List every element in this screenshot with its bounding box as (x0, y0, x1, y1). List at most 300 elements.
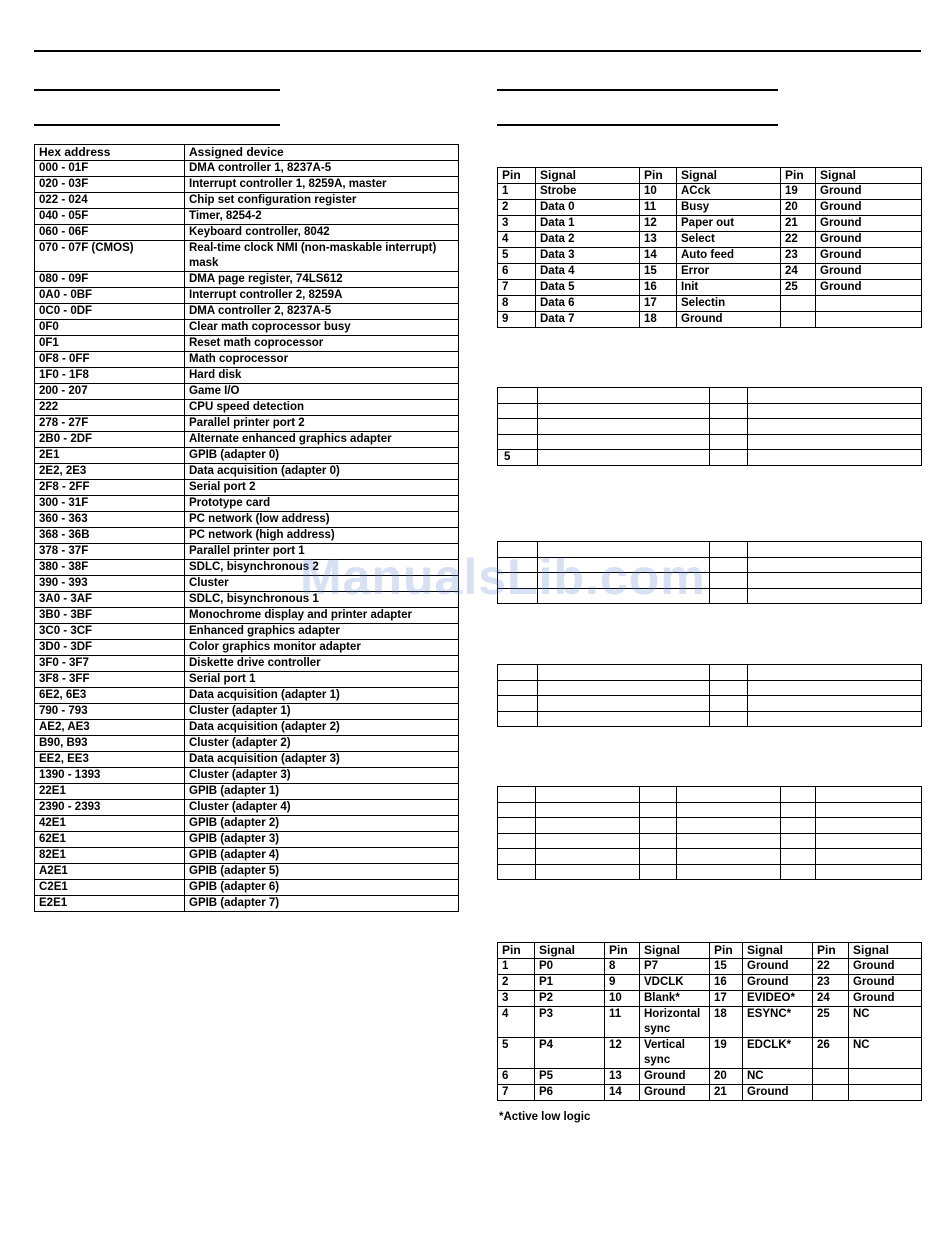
table-cell: Game I/O (185, 384, 459, 400)
table-cell: Selectin (677, 296, 781, 312)
table-cell: Ground (849, 975, 922, 991)
footnote: *Active low logic (499, 1111, 591, 1123)
table-cell: 022 - 024 (35, 193, 185, 209)
table-cell: 1 (498, 184, 536, 200)
table-cell: 380 - 38F (35, 560, 185, 576)
table-cell: Ground (677, 312, 781, 328)
table-cell: P3 (535, 1007, 605, 1038)
table-cell: Data 2 (536, 232, 640, 248)
table-row (498, 296, 922, 312)
table-row (35, 864, 459, 880)
table-row (498, 248, 922, 264)
table-cell: Data 3 (536, 248, 640, 264)
table-cell: 82E1 (35, 848, 185, 864)
table-cell: 360 - 363 (35, 512, 185, 528)
table-cell: 22 (781, 232, 816, 248)
table-row (498, 680, 922, 696)
table-cell: Prototype card (185, 496, 459, 512)
table-cell: 0C0 - 0DF (35, 304, 185, 320)
table-cell: 12 (605, 1038, 640, 1069)
table-row (35, 161, 459, 177)
left-heading-rule-1 (34, 89, 280, 91)
table-cell: P1 (535, 975, 605, 991)
table-cell: Interrupt controller 1, 8259A, master (185, 177, 459, 193)
table-row (35, 272, 459, 288)
table-cell (813, 1085, 849, 1101)
table-cell: Color graphics monitor adapter (185, 640, 459, 656)
table-cell: 20 (781, 200, 816, 216)
table-cell: 4 (498, 232, 536, 248)
table-cell: 26 (813, 1038, 849, 1069)
blank-table-2 (497, 541, 922, 604)
table-row (35, 848, 459, 864)
table-cell: 278 - 27F (35, 416, 185, 432)
table-row (498, 450, 922, 466)
table-row (498, 434, 922, 450)
table-cell: Hard disk (185, 368, 459, 384)
table-cell: 19 (710, 1038, 743, 1069)
table-row (498, 200, 922, 216)
table-cell: Cluster (adapter 1) (185, 704, 459, 720)
table-row (35, 336, 459, 352)
table-row (35, 656, 459, 672)
table-cell: E2E1 (35, 896, 185, 912)
table-cell: 21 (781, 216, 816, 232)
table-cell: Serial port 2 (185, 480, 459, 496)
table-cell: GPIB (adapter 6) (185, 880, 459, 896)
table-row (35, 416, 459, 432)
table-cell: Data acquisition (adapter 3) (185, 752, 459, 768)
column-header: Pin (781, 168, 816, 184)
table-cell: 000 - 01F (35, 161, 185, 177)
table-cell: Error (677, 264, 781, 280)
table-cell: 13 (605, 1069, 640, 1085)
table-row (498, 184, 922, 200)
column-header: Pin (498, 168, 536, 184)
column-header: Pin (498, 943, 535, 959)
table-cell: 16 (710, 975, 743, 991)
table-row (498, 802, 922, 818)
table-cell: 19 (781, 184, 816, 200)
table-cell: NC (743, 1069, 813, 1085)
table-cell: 11 (640, 200, 677, 216)
table-cell: VDCLK (640, 975, 710, 991)
table-cell: 24 (813, 991, 849, 1007)
table-cell: Ground (816, 200, 922, 216)
table-cell: GPIB (adapter 0) (185, 448, 459, 464)
table-cell: 25 (781, 280, 816, 296)
table-cell: Keyboard controller, 8042 (185, 225, 459, 241)
table-row (498, 711, 922, 727)
table-cell: Real-time clock NMI (non-maskable interrupt) mask (185, 241, 459, 272)
table-row (498, 312, 922, 328)
table-cell: 7 (498, 280, 536, 296)
table-cell: NC (849, 1038, 922, 1069)
column-header: Pin (640, 168, 677, 184)
table-cell: 2B0 - 2DF (35, 432, 185, 448)
table-row (35, 209, 459, 225)
table-cell: DMA controller 1, 8237A-5 (185, 161, 459, 177)
table-cell (813, 1069, 849, 1085)
table-cell: Ground (640, 1069, 710, 1085)
table-cell: 15 (640, 264, 677, 280)
table-row (35, 400, 459, 416)
table-cell: Data 7 (536, 312, 640, 328)
table-cell: Clear math coprocessor busy (185, 320, 459, 336)
table-row (35, 816, 459, 832)
table-row (498, 696, 922, 712)
table-row (35, 225, 459, 241)
hex-address-table (34, 144, 459, 912)
table-cell: 10 (640, 184, 677, 200)
table-cell: 3F0 - 3F7 (35, 656, 185, 672)
table-cell: 2 (498, 975, 535, 991)
left-heading-rule-2 (34, 124, 280, 126)
table-cell: 11 (605, 1007, 640, 1038)
table-row (35, 352, 459, 368)
table-row (35, 608, 459, 624)
table-cell: 0A0 - 0BF (35, 288, 185, 304)
table-cell: 9 (605, 975, 640, 991)
table-row (35, 496, 459, 512)
table-cell: Ground (640, 1085, 710, 1101)
table-cell: EVIDEO* (743, 991, 813, 1007)
table-cell: EE2, EE3 (35, 752, 185, 768)
table-cell: 3 (498, 216, 536, 232)
table-cell: 12 (640, 216, 677, 232)
right-heading-rule-2 (497, 124, 778, 126)
table-cell: DMA controller 2, 8237A-5 (185, 304, 459, 320)
table-row (498, 264, 922, 280)
table-row (498, 1069, 922, 1085)
table-row (35, 832, 459, 848)
table-cell: 21 (710, 1085, 743, 1101)
table-cell: 18 (640, 312, 677, 328)
table-cell: Monochrome display and printer adapter (185, 608, 459, 624)
table-cell: Auto feed (677, 248, 781, 264)
table-row (498, 557, 922, 573)
table-cell: Data 0 (536, 200, 640, 216)
table-row (498, 232, 922, 248)
table-cell: 18 (710, 1007, 743, 1038)
table-cell: 20 (710, 1069, 743, 1085)
table-cell: P0 (535, 959, 605, 975)
table-cell: Blank* (640, 991, 710, 1007)
table-cell: GPIB (adapter 5) (185, 864, 459, 880)
table-cell: 6E2, 6E3 (35, 688, 185, 704)
table-cell: Ground (743, 1085, 813, 1101)
table-cell: 3C0 - 3CF (35, 624, 185, 640)
table-row (498, 1007, 922, 1038)
table-row (498, 573, 922, 589)
column-header: Signal (535, 943, 605, 959)
table-cell: Ground (816, 216, 922, 232)
column-header: Signal (536, 168, 640, 184)
table-row (35, 320, 459, 336)
table-row (35, 304, 459, 320)
table-cell: 378 - 37F (35, 544, 185, 560)
table-row (35, 720, 459, 736)
table-row (35, 512, 459, 528)
table-row (498, 216, 922, 232)
table-cell: Ground (816, 248, 922, 264)
watermark-text: ManualsLib.com (300, 549, 706, 605)
table-cell (849, 1069, 922, 1085)
table-cell: 300 - 31F (35, 496, 185, 512)
table-row (498, 864, 922, 880)
table-cell: P2 (535, 991, 605, 1007)
table-row (498, 959, 922, 975)
table-cell: 390 - 393 (35, 576, 185, 592)
table-cell: Data 1 (536, 216, 640, 232)
table-cell: ESYNC* (743, 1007, 813, 1038)
table-row (35, 624, 459, 640)
table-row (35, 241, 459, 272)
blank-table-1 (497, 387, 922, 466)
table-cell: C2E1 (35, 880, 185, 896)
table-cell: 10 (605, 991, 640, 1007)
table-cell: 3D0 - 3DF (35, 640, 185, 656)
table-header-row (498, 168, 922, 184)
table-cell: 3A0 - 3AF (35, 592, 185, 608)
table-cell: 060 - 06F (35, 225, 185, 241)
table-cell: Serial port 1 (185, 672, 459, 688)
column-header: Pin (710, 943, 743, 959)
table-cell: Data acquisition (adapter 2) (185, 720, 459, 736)
table-cell: 8 (605, 959, 640, 975)
table-cell: Diskette drive controller (185, 656, 459, 672)
table-cell: Cluster (adapter 3) (185, 768, 459, 784)
table-cell: 14 (640, 248, 677, 264)
table-row (35, 784, 459, 800)
table-cell: Interrupt controller 2, 8259A (185, 288, 459, 304)
table-cell: Enhanced graphics adapter (185, 624, 459, 640)
table-cell: PC network (high address) (185, 528, 459, 544)
column-header: Pin (813, 943, 849, 959)
table-cell: ACck (677, 184, 781, 200)
table-row (498, 818, 922, 834)
table-cell: 6 (498, 1069, 535, 1085)
pin-cell: 5 (498, 450, 538, 466)
table-row (35, 368, 459, 384)
table-cell: 5 (498, 1038, 535, 1069)
table-header-row (498, 943, 922, 959)
table-cell: Horizontal sync (640, 1007, 710, 1038)
table-cell: Select (677, 232, 781, 248)
table-cell: 42E1 (35, 816, 185, 832)
table-cell: 23 (781, 248, 816, 264)
table-cell: B90, B93 (35, 736, 185, 752)
table-cell: 22 (813, 959, 849, 975)
table-cell: GPIB (adapter 2) (185, 816, 459, 832)
table-cell (849, 1085, 922, 1101)
table-cell: 24 (781, 264, 816, 280)
table-cell: 9 (498, 312, 536, 328)
table-cell (781, 296, 816, 312)
table-cell: 368 - 36B (35, 528, 185, 544)
table-row (35, 768, 459, 784)
table-cell: 62E1 (35, 832, 185, 848)
table-row (35, 177, 459, 193)
table-cell: 17 (640, 296, 677, 312)
table-cell: Alternate enhanced graphics adapter (185, 432, 459, 448)
table-row (35, 752, 459, 768)
table-cell: 020 - 03F (35, 177, 185, 193)
blank-table-4 (497, 786, 922, 880)
table-cell: 0F8 - 0FF (35, 352, 185, 368)
table-cell: GPIB (adapter 7) (185, 896, 459, 912)
table-cell: P4 (535, 1038, 605, 1069)
table-cell: 3F8 - 3FF (35, 672, 185, 688)
table-cell: 15 (710, 959, 743, 975)
table-row (35, 688, 459, 704)
table-cell: Ground (816, 232, 922, 248)
table-row (498, 849, 922, 865)
table-cell: 17 (710, 991, 743, 1007)
column-header: Signal (816, 168, 922, 184)
table-cell: Data 4 (536, 264, 640, 280)
table-row (35, 880, 459, 896)
table-row (35, 288, 459, 304)
table-row (498, 419, 922, 435)
table-row (35, 448, 459, 464)
table-cell: Data acquisition (adapter 0) (185, 464, 459, 480)
table-cell: 22E1 (35, 784, 185, 800)
table-row (35, 672, 459, 688)
table-cell: DMA page register, 74LS612 (185, 272, 459, 288)
table-row (35, 640, 459, 656)
table-cell: Data 6 (536, 296, 640, 312)
table-cell: A2E1 (35, 864, 185, 880)
column-header: Pin (605, 943, 640, 959)
table-cell: Ground (849, 959, 922, 975)
table-cell: Timer, 8254-2 (185, 209, 459, 225)
column-header: Signal (849, 943, 922, 959)
table-row (35, 560, 459, 576)
table-row (498, 787, 922, 803)
table-cell: GPIB (adapter 4) (185, 848, 459, 864)
table-row (498, 280, 922, 296)
table-cell: 2E2, 2E3 (35, 464, 185, 480)
table-cell: AE2, AE3 (35, 720, 185, 736)
table-cell: Reset math coprocessor (185, 336, 459, 352)
table-cell: Parallel printer port 2 (185, 416, 459, 432)
column-header: Signal (743, 943, 813, 959)
table-row (35, 736, 459, 752)
table-cell: Chip set configuration register (185, 193, 459, 209)
table-cell (816, 312, 922, 328)
table-cell: 8 (498, 296, 536, 312)
table-cell: Vertical sync (640, 1038, 710, 1069)
table-cell: 2F8 - 2FF (35, 480, 185, 496)
table-row (498, 1085, 922, 1101)
table-cell (816, 296, 922, 312)
table-cell: 2 (498, 200, 536, 216)
table-cell: 3 (498, 991, 535, 1007)
table-cell: Ground (743, 959, 813, 975)
table-cell: 25 (813, 1007, 849, 1038)
table-cell: 14 (605, 1085, 640, 1101)
table-cell: P5 (535, 1069, 605, 1085)
printer-pin-table (497, 167, 922, 328)
table-cell: Cluster (185, 576, 459, 592)
table-cell: 3B0 - 3BF (35, 608, 185, 624)
table-cell: CPU speed detection (185, 400, 459, 416)
table-row (35, 576, 459, 592)
table-cell: Cluster (adapter 4) (185, 800, 459, 816)
table-row (35, 480, 459, 496)
blank-table-3 (497, 664, 922, 727)
table-row (498, 833, 922, 849)
table-cell: GPIB (adapter 3) (185, 832, 459, 848)
table-cell: 13 (640, 232, 677, 248)
table-row (35, 592, 459, 608)
table-cell: NC (849, 1007, 922, 1038)
table-row (498, 1038, 922, 1069)
table-cell: Ground (816, 184, 922, 200)
table-cell: 200 - 207 (35, 384, 185, 400)
table-cell: Init (677, 280, 781, 296)
table-cell: PC network (low address) (185, 512, 459, 528)
table-row (35, 544, 459, 560)
table-cell: Strobe (536, 184, 640, 200)
table-row (35, 464, 459, 480)
table-row (35, 704, 459, 720)
table-cell: 1 (498, 959, 535, 975)
video-pin-table (497, 942, 922, 1101)
table-cell: 1F0 - 1F8 (35, 368, 185, 384)
table-cell: Math coprocessor (185, 352, 459, 368)
table-row (35, 896, 459, 912)
table-cell: Data acquisition (adapter 1) (185, 688, 459, 704)
table-row (35, 384, 459, 400)
table-cell: EDCLK* (743, 1038, 813, 1069)
table-cell: 4 (498, 1007, 535, 1038)
table-cell: P6 (535, 1085, 605, 1101)
table-cell: 6 (498, 264, 536, 280)
column-header: Signal (640, 943, 710, 959)
table-cell: SDLC, bisynchronous 2 (185, 560, 459, 576)
table-cell: 070 - 07F (CMOS) (35, 241, 185, 272)
table-cell: 2390 - 2393 (35, 800, 185, 816)
table-cell: 23 (813, 975, 849, 991)
table-row (498, 991, 922, 1007)
table-cell: 040 - 05F (35, 209, 185, 225)
table-cell: 790 - 793 (35, 704, 185, 720)
column-header: Signal (677, 168, 781, 184)
table-row (35, 528, 459, 544)
table-cell: P7 (640, 959, 710, 975)
table-row (498, 542, 922, 558)
table-cell: Ground (816, 280, 922, 296)
table-cell: 080 - 09F (35, 272, 185, 288)
table-cell: 7 (498, 1085, 535, 1101)
table-cell: 2E1 (35, 448, 185, 464)
table-row (35, 193, 459, 209)
table-row (498, 403, 922, 419)
table-cell: 0F1 (35, 336, 185, 352)
table-cell: Ground (743, 975, 813, 991)
column-header: Hex address (35, 145, 185, 161)
table-cell: 1390 - 1393 (35, 768, 185, 784)
table-cell: SDLC, bisynchronous 1 (185, 592, 459, 608)
table-cell: Ground (849, 991, 922, 1007)
table-cell: GPIB (adapter 1) (185, 784, 459, 800)
table-cell: 5 (498, 248, 536, 264)
table-cell: Data 5 (536, 280, 640, 296)
top-rule (34, 50, 921, 52)
table-cell: Cluster (adapter 2) (185, 736, 459, 752)
